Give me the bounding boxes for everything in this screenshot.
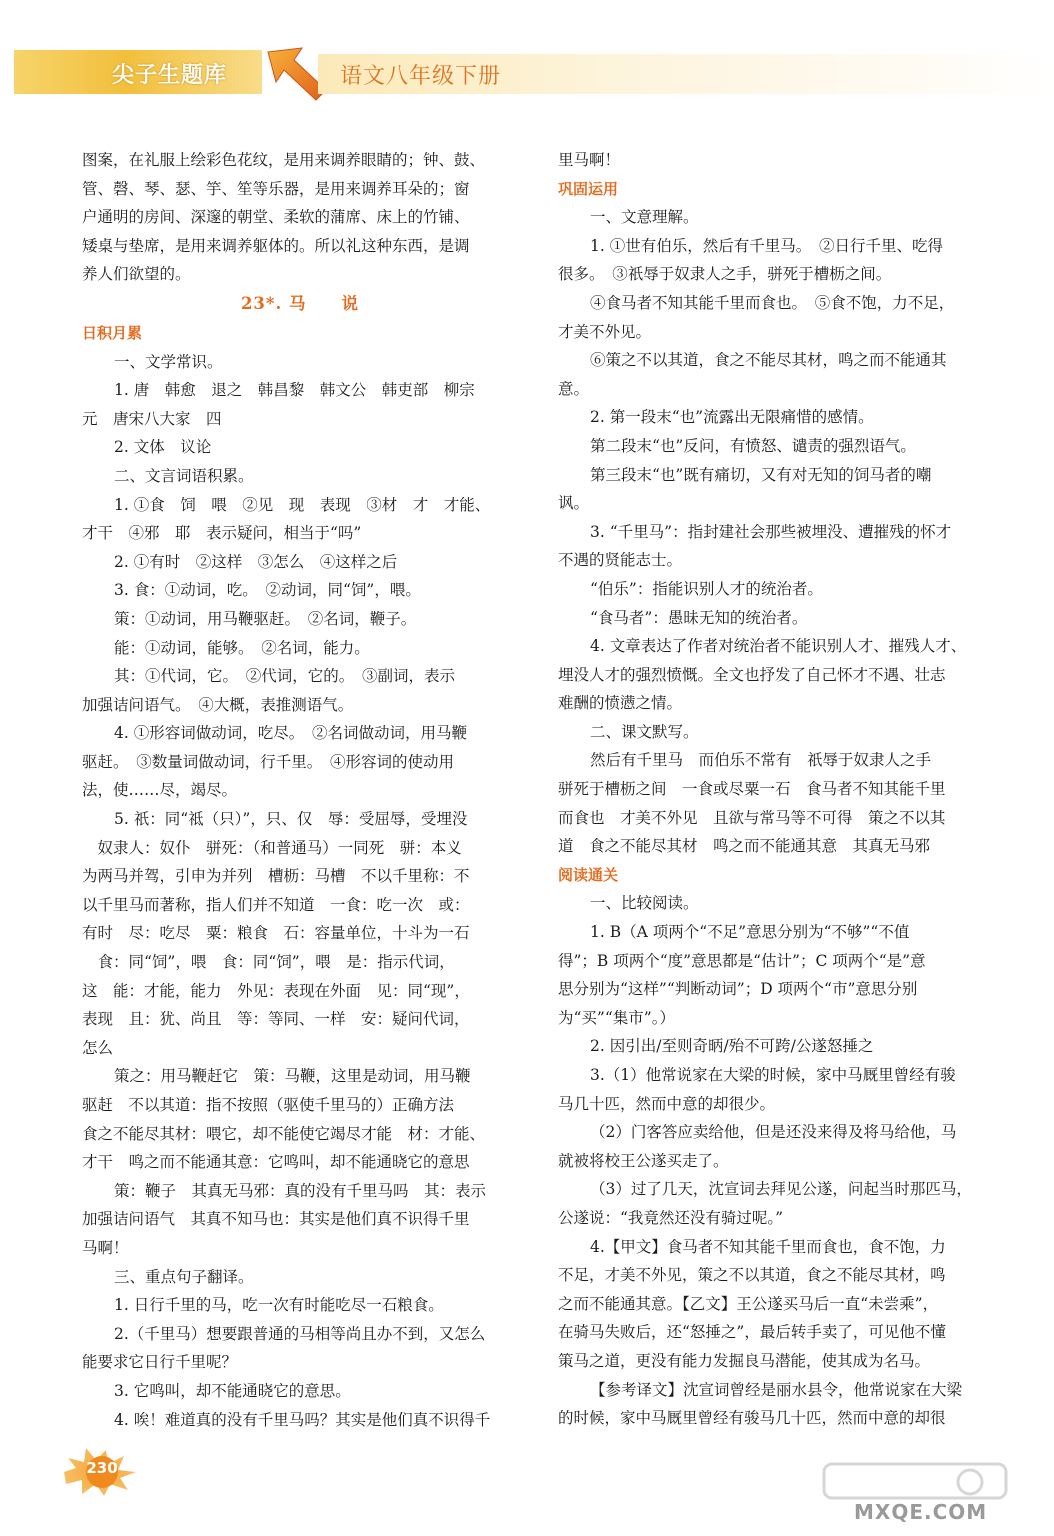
text-line: 道 食之不能尽其材 鸣之而不能通其意 其真无马邪 <box>558 837 931 856</box>
page-header <box>0 0 1054 130</box>
text-line: 埋没人才的强烈愤慨。全文也抒发了自己怀才不遇、壮志 <box>558 665 946 684</box>
text-line: 很多。 ③祇辱于奴隶人之手，骈死于槽枥之间。 <box>558 265 892 284</box>
text-line: 1. ①食 饲 喂 ②见 现 表现 ③材 才 才能、 <box>114 495 491 514</box>
text-line: 2. 因引出/至则奇昞/殆不可跨/公遂怒捶之 <box>590 1037 874 1056</box>
left-column <box>82 146 518 1434</box>
text-line: 二、文言词语积累。 <box>114 466 254 485</box>
section-heading: 日积月累 <box>82 323 143 342</box>
text-line: （3）过了几天，沈宣词去拜见公遂，问起当时那匹马， <box>590 1180 972 1199</box>
text-line: 策：①动词，用马鞭驱赶。 ②名词，鞭子。 <box>114 609 417 628</box>
book-subject-title: 语文八年级下册 <box>340 64 502 89</box>
text-line: 一、文意理解。 <box>590 208 699 227</box>
text-line: 2. 第一段末“也”流露出无限痛惜的感情。 <box>590 408 874 427</box>
text-line: 3. “千里马”：指封建社会那些被埋没、遭摧残的怀才 <box>590 522 952 541</box>
text-line: 驱赶 不以其道：指不按照（驱使千里马的）正确方法 <box>82 1096 455 1114</box>
text-line: 5. 祇：同“祗（只）”，只、仅 辱：受屈辱，受埋没 <box>114 810 468 829</box>
text-line: 骈死于槽枥之间 一食或尽粟一石 食马者不知其能千里 <box>558 780 946 799</box>
text-line: 管、磬、琴、瑟、竽、笙等乐器，是用来调养耳朵的；窗 <box>82 179 470 198</box>
text-line: 第三段末“也”既有痛切，又有对无知的饲马者的嘲 <box>590 465 932 484</box>
text-line: 图案，在礼服上绘彩色花纹，是用来调养眼睛的；钟、鼓、 <box>82 151 486 169</box>
text-line: 策之：用马鞭赶它 策：马鞭，这里是动词，用马鞭 <box>114 1067 471 1086</box>
text-line: 就被将校王公遂买走了。 <box>558 1151 729 1170</box>
text-line: 食：同“饲”，喂 食：同“饲”，喂 是：指示代词， <box>82 953 455 972</box>
text-line: 而食也 才美不外见 且欲与常马等不可得 策之不以其 <box>558 808 946 827</box>
text-line: 4. 唉！难道真的没有千里马吗？其实是他们真不识得千 <box>114 1410 491 1429</box>
text-line: 有时 尽：吃尽 粟：粮食 石：容量单位，十斗为一石 <box>82 924 470 943</box>
text-line: 3. 它鸣叫，却不能通晓它的意思。 <box>114 1381 351 1400</box>
text-line: 2. ①有时 ②这样 ③怎么 ④这样之后 <box>114 552 398 571</box>
text-line: 4.【甲文】食马者不知其能千里而食也，食不饱，力 <box>590 1237 946 1256</box>
text-line: 第二段末“也”反问，有愤怒、谴责的强烈语气。 <box>590 436 916 455</box>
text-line: 意。 <box>558 379 590 398</box>
text-line: 奴隶人：奴仆 骈死：（和普通马）一同死 骈：本义 <box>82 838 462 857</box>
text-line: 的时候，家中马厩里曾经有骏马几十匹，然而中意的却很 <box>558 1409 946 1428</box>
text-line: 里马啊！ <box>558 151 621 169</box>
text-line: 一、文学常识。 <box>114 352 223 371</box>
text-line: 法，使……尽，竭尽。 <box>82 781 238 800</box>
watermark-text: MXQE.COM <box>854 1500 988 1524</box>
text-line: 之而不能通其意。【乙文】王公遂买马后一直“未尝乘”， <box>558 1294 939 1313</box>
text-line: 这 能：才能，能力 外见：表现在外面 见：同“现”， <box>82 981 470 1000</box>
text-line: 以千里马而著称，指人们并不知道 一食：吃一次 或： <box>82 895 470 914</box>
text-line: 1. 日行千里的马，吃一次有时能吃尽一石粮食。 <box>114 1296 444 1315</box>
right-column <box>558 146 1000 1433</box>
text-line: 加强诘问语气 其真不知马也：其实是他们真不识得千里 <box>82 1210 470 1229</box>
text-line: ⑥策之不以其道，食之不能尽其材，鸣之而不能通其 <box>590 351 947 370</box>
text-line: 2. 文体 议论 <box>114 438 212 457</box>
text-line: 为“买”“集市”。） <box>558 1008 675 1027</box>
text-line: 三、重点句子翻译。 <box>114 1267 254 1286</box>
text-line: 其：①代词，它。 ②代词，它的。 ③副词，表示 <box>114 667 456 686</box>
text-line: 二、课文默写。 <box>590 722 699 741</box>
text-line: 难酬的愤懑之情。 <box>558 694 683 713</box>
text-line: 怎么 <box>82 1038 114 1057</box>
section-heading: 巩固运用 <box>558 179 619 198</box>
text-line: 3.（1）他常说家在大梁的时候，家中马厩里曾经有骏 <box>590 1066 956 1084</box>
text-line: 元 唐宋八大家 四 <box>82 409 222 428</box>
text-line: 4. ①形容词做动词，吃尽。 ②名词做动词，用马鞭 <box>114 724 467 743</box>
text-line: 策：鞭子 其真无马邪：真的没有千里马吗 其：表示 <box>114 1181 487 1200</box>
text-line: 1. 唐 韩愈 退之 韩昌黎 韩文公 韩吏部 柳宗 <box>114 381 475 400</box>
text-line: 表现 且：犹、尚且 等：等同、一样 安：疑问代词， <box>82 1010 470 1029</box>
text-line: 在骑马失败后，还“怒捶之”，最后转手卖了，可见他不懂 <box>558 1323 946 1342</box>
text-line: 策马之道，更没有能力发掘良马潜能，使其成为名马。 <box>558 1351 931 1370</box>
text-line: 4. 文章表达了作者对统治者不能识别人才、摧残人才、 <box>590 637 967 656</box>
brand-title: 尖子生题库 <box>112 63 228 88</box>
text-line: 2.（千里马）想要跟普通的马相等尚且办不到，又怎么 <box>114 1324 486 1343</box>
text-line: （2）门客答应卖给他，但是还没来得及将马给他，马 <box>590 1123 957 1142</box>
text-line: 马几十匹，然而中意的却很少。 <box>558 1094 776 1113</box>
section-heading: 阅读通关 <box>558 865 619 884</box>
text-line: 马啊！ <box>82 1238 129 1257</box>
text-line: 不遇的贤能志士。 <box>558 551 683 570</box>
text-line: 食之不能尽其材：喂它，却不能使它竭尽才能 材：才能、 <box>82 1124 486 1143</box>
text-line: 公遂说：“我竟然还没有骑过呢。” <box>558 1208 784 1227</box>
page-number: 230 <box>86 1459 118 1477</box>
text-line: “伯乐”：指能识别人才的统治者。 <box>590 579 823 598</box>
text-line: 才美不外见。 <box>558 322 652 341</box>
text-line: 1. B（A 项两个“不足”意思分别为“不够”“不值 <box>590 923 910 942</box>
text-line: 得”；B 项两个“度”意思都是“估计”；C 项两个“是”意 <box>558 951 926 970</box>
text-line: 不足，才美不外见，策之不以其道，食之不能尽其材，鸣 <box>558 1266 946 1285</box>
text-line: 一、比较阅读。 <box>590 894 699 913</box>
text-line: 加强诘问语气。 ④大概，表推测语气。 <box>82 695 354 714</box>
text-line: 才干 ④邪 耶 表示疑问，相当于“吗” <box>82 524 362 543</box>
text-line: 驱赶。 ③数量词做动词，行千里。 ④形容词的使动用 <box>82 752 455 771</box>
text-line: 矮桌与垫席，是用来调养躯体的。所以礼这种东西，是调 <box>82 236 470 255</box>
text-line: ④食马者不知其能千里而食也。 ⑤食不饱，力不足， <box>590 293 955 312</box>
text-line: 3. 食：①动词，吃。 ②动词，同“饲”，喂。 <box>114 581 421 600</box>
text-line: 思分别为“这样”“判断动词”；D 项两个“市”意思分别 <box>558 980 918 999</box>
text-line: 1. ①世有伯乐，然后有千里马。 ②日行千里、吃得 <box>590 236 943 255</box>
text-line: 能：①动词，能够。 ②名词，能力。 <box>114 638 370 657</box>
text-line: 讽。 <box>558 494 590 513</box>
text-line: 户通明的房间、深邃的朝堂、柔软的蒲席、床上的竹铺、 <box>82 208 470 227</box>
text-line: 能要求它日行千里呢？ <box>82 1353 238 1372</box>
text-line: “食马者”：愚昧无知的统治者。 <box>590 608 808 627</box>
text-line: 才干 鸣之而不能通其意：它鸣叫，却不能通晓它的意思 <box>82 1153 470 1172</box>
text-line: 【参考译文】沈宣词曾经是丽水县令，他常说家在大梁 <box>590 1380 963 1399</box>
text-line: 养人们欲望的。 <box>82 265 191 284</box>
text-line: 然后有千里马 而伯乐不常有 祇辱于奴隶人之手 <box>590 751 932 770</box>
lesson-title: 23*. 马 说 <box>240 293 360 313</box>
text-line: 为两马并驾，引申为并列 槽枥：马槽 不以千里称：不 <box>82 867 470 886</box>
